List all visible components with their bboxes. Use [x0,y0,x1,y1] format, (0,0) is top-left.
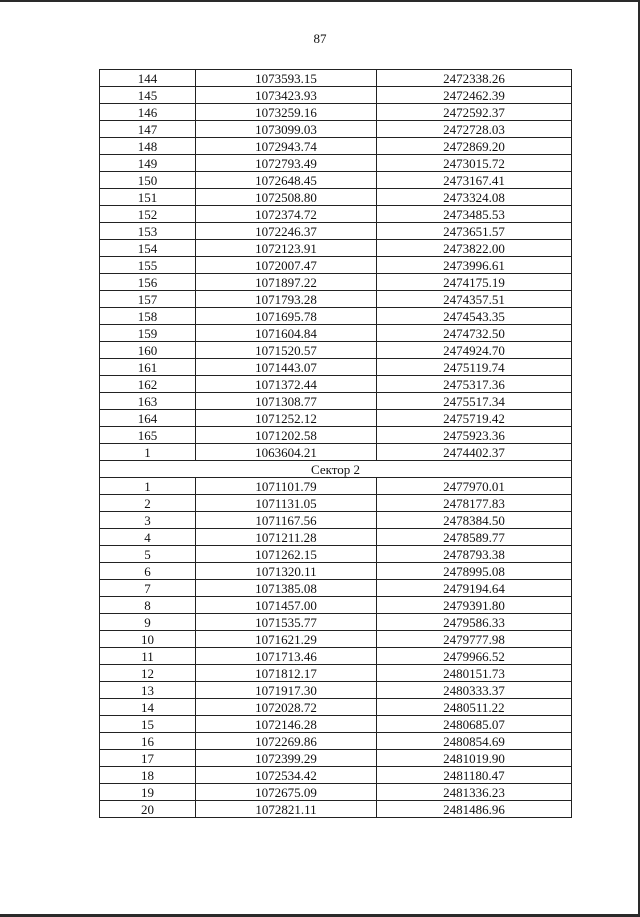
point-number-cell: 155 [100,257,196,274]
point-number-cell: 1 [100,444,196,461]
y-coordinate-cell: 2477970.01 [377,478,572,495]
y-coordinate-cell: 2475317.36 [377,376,572,393]
y-coordinate-cell: 2473167.41 [377,172,572,189]
table-row [100,257,572,274]
table-row [100,597,572,614]
x-coordinate-cell: 1071604.84 [196,325,377,342]
point-number-cell: 1 [100,478,196,495]
table-row [100,172,572,189]
point-number-cell: 159 [100,325,196,342]
x-coordinate-cell: 1071167.56 [196,512,377,529]
y-coordinate-cell: 2479586.33 [377,614,572,631]
x-coordinate-cell: 1071535.77 [196,614,377,631]
x-coordinate-cell: 1071812.17 [196,665,377,682]
y-coordinate-cell: 2472592.37 [377,104,572,121]
table-row [100,478,572,495]
y-coordinate-cell: 2475517.34 [377,393,572,410]
point-number-cell: 6 [100,563,196,580]
x-coordinate-cell: 1063604.21 [196,444,377,461]
point-number-cell: 153 [100,223,196,240]
table-row [100,291,572,308]
y-coordinate-cell: 2472462.39 [377,87,572,104]
x-coordinate-cell: 1073099.03 [196,121,377,138]
y-coordinate-cell: 2479777.98 [377,631,572,648]
x-coordinate-cell: 1071101.79 [196,478,377,495]
y-coordinate-cell: 2479391.80 [377,597,572,614]
x-coordinate-cell: 1072675.09 [196,784,377,801]
page-number: 87 [313,31,327,46]
table-row [100,104,572,121]
table-row [100,614,572,631]
point-number-cell: 147 [100,121,196,138]
point-number-cell: 144 [100,70,196,87]
y-coordinate-cell: 2473822.00 [377,240,572,257]
x-coordinate-cell: 1072028.72 [196,699,377,716]
x-coordinate-cell: 1072374.72 [196,206,377,223]
x-coordinate-cell: 1071320.11 [196,563,377,580]
x-coordinate-cell: 1072246.37 [196,223,377,240]
y-coordinate-cell: 2475719.42 [377,410,572,427]
x-coordinate-cell: 1071252.12 [196,410,377,427]
point-number-cell: 156 [100,274,196,291]
point-number-cell: 17 [100,750,196,767]
table-row [100,699,572,716]
point-number-cell: 160 [100,342,196,359]
table-row [100,733,572,750]
table-row [100,512,572,529]
scan-edge-top [0,0,640,2]
x-coordinate-cell: 1071917.30 [196,682,377,699]
x-coordinate-cell: 1072943.74 [196,138,377,155]
x-coordinate-cell: 1071713.46 [196,648,377,665]
x-coordinate-cell: 1073423.93 [196,87,377,104]
table-row [100,580,572,597]
table-row [100,206,572,223]
x-coordinate-cell: 1072508.80 [196,189,377,206]
point-number-cell: 165 [100,427,196,444]
point-number-cell: 164 [100,410,196,427]
x-coordinate-cell: 1071372.44 [196,376,377,393]
x-coordinate-cell: 1072146.28 [196,716,377,733]
y-coordinate-cell: 2478995.08 [377,563,572,580]
x-coordinate-cell: 1072269.86 [196,733,377,750]
point-number-cell: 163 [100,393,196,410]
point-number-cell: 154 [100,240,196,257]
point-number-cell: 161 [100,359,196,376]
table-row [100,240,572,257]
sector-header-row [100,461,572,478]
table-row [100,648,572,665]
table-row [100,495,572,512]
table-row [100,801,572,818]
y-coordinate-cell: 2479194.64 [377,580,572,597]
point-number-cell: 149 [100,155,196,172]
y-coordinate-cell: 2475923.36 [377,427,572,444]
table-row [100,223,572,240]
y-coordinate-cell: 2472338.26 [377,70,572,87]
x-coordinate-cell: 1072399.29 [196,750,377,767]
table-row [100,665,572,682]
x-coordinate-cell: 1071308.77 [196,393,377,410]
y-coordinate-cell: 2474732.50 [377,325,572,342]
y-coordinate-cell: 2478589.77 [377,529,572,546]
x-coordinate-cell: 1073259.16 [196,104,377,121]
table-row [100,393,572,410]
x-coordinate-cell: 1071443.07 [196,359,377,376]
table-row [100,342,572,359]
table-row [100,682,572,699]
y-coordinate-cell: 2475119.74 [377,359,572,376]
y-coordinate-cell: 2481336.23 [377,784,572,801]
y-coordinate-cell: 2480151.73 [377,665,572,682]
point-number-cell: 145 [100,87,196,104]
y-coordinate-cell: 2480333.37 [377,682,572,699]
table-row [100,784,572,801]
point-number-cell: 15 [100,716,196,733]
point-number-cell: 10 [100,631,196,648]
table-row [100,767,572,784]
x-coordinate-cell: 1072123.91 [196,240,377,257]
x-coordinate-cell: 1071457.00 [196,597,377,614]
point-number-cell: 158 [100,308,196,325]
x-coordinate-cell: 1071211.28 [196,529,377,546]
table-row [100,546,572,563]
point-number-cell: 150 [100,172,196,189]
x-coordinate-cell: 1071793.28 [196,291,377,308]
x-coordinate-cell: 1071695.78 [196,308,377,325]
point-number-cell: 151 [100,189,196,206]
y-coordinate-cell: 2474924.70 [377,342,572,359]
coordinates-table-body [100,70,572,818]
point-number-cell: 12 [100,665,196,682]
x-coordinate-cell: 1073593.15 [196,70,377,87]
point-number-cell: 148 [100,138,196,155]
point-number-cell: 11 [100,648,196,665]
y-coordinate-cell: 2480685.07 [377,716,572,733]
table-row [100,308,572,325]
point-number-cell: 162 [100,376,196,393]
x-coordinate-cell: 1071520.57 [196,342,377,359]
table-row [100,189,572,206]
point-number-cell: 8 [100,597,196,614]
y-coordinate-cell: 2481486.96 [377,801,572,818]
table-row [100,121,572,138]
y-coordinate-cell: 2478384.50 [377,512,572,529]
point-number-cell: 157 [100,291,196,308]
x-coordinate-cell: 1071262.15 [196,546,377,563]
y-coordinate-cell: 2473324.08 [377,189,572,206]
table-row [100,138,572,155]
point-number-cell: 4 [100,529,196,546]
table-row [100,155,572,172]
y-coordinate-cell: 2480511.22 [377,699,572,716]
point-number-cell: 13 [100,682,196,699]
y-coordinate-cell: 2473996.61 [377,257,572,274]
x-coordinate-cell: 1071897.22 [196,274,377,291]
y-coordinate-cell: 2472869.20 [377,138,572,155]
x-coordinate-cell: 1071385.08 [196,580,377,597]
sector-label: Сектор 2 [100,461,572,478]
point-number-cell: 9 [100,614,196,631]
point-number-cell: 2 [100,495,196,512]
y-coordinate-cell: 2478793.38 [377,546,572,563]
y-coordinate-cell: 2474402.37 [377,444,572,461]
point-number-cell: 18 [100,767,196,784]
table-row [100,410,572,427]
point-number-cell: 14 [100,699,196,716]
table-row [100,750,572,767]
table-row [100,529,572,546]
x-coordinate-cell: 1072793.49 [196,155,377,172]
table-row [100,563,572,580]
point-number-cell: 5 [100,546,196,563]
table-row [100,87,572,104]
coordinates-table [99,69,572,818]
x-coordinate-cell: 1071202.58 [196,427,377,444]
table-row [100,274,572,291]
point-number-cell: 7 [100,580,196,597]
y-coordinate-cell: 2473015.72 [377,155,572,172]
y-coordinate-cell: 2479966.52 [377,648,572,665]
table-row [100,359,572,376]
point-number-cell: 19 [100,784,196,801]
point-number-cell: 3 [100,512,196,529]
table-row [100,427,572,444]
x-coordinate-cell: 1072821.11 [196,801,377,818]
y-coordinate-cell: 2473651.57 [377,223,572,240]
y-coordinate-cell: 2474175.19 [377,274,572,291]
point-number-cell: 146 [100,104,196,121]
point-number-cell: 20 [100,801,196,818]
y-coordinate-cell: 2472728.03 [377,121,572,138]
table-row [100,444,572,461]
point-number-cell: 16 [100,733,196,750]
point-number-cell: 152 [100,206,196,223]
x-coordinate-cell: 1072007.47 [196,257,377,274]
x-coordinate-cell: 1072534.42 [196,767,377,784]
y-coordinate-cell: 2481019.90 [377,750,572,767]
table-row [100,70,572,87]
y-coordinate-cell: 2478177.83 [377,495,572,512]
table-row [100,376,572,393]
y-coordinate-cell: 2481180.47 [377,767,572,784]
y-coordinate-cell: 2474357.51 [377,291,572,308]
y-coordinate-cell: 2480854.69 [377,733,572,750]
table-row [100,631,572,648]
table-row [100,716,572,733]
x-coordinate-cell: 1071621.29 [196,631,377,648]
y-coordinate-cell: 2473485.53 [377,206,572,223]
table-row [100,325,572,342]
x-coordinate-cell: 1072648.45 [196,172,377,189]
x-coordinate-cell: 1071131.05 [196,495,377,512]
y-coordinate-cell: 2474543.35 [377,308,572,325]
